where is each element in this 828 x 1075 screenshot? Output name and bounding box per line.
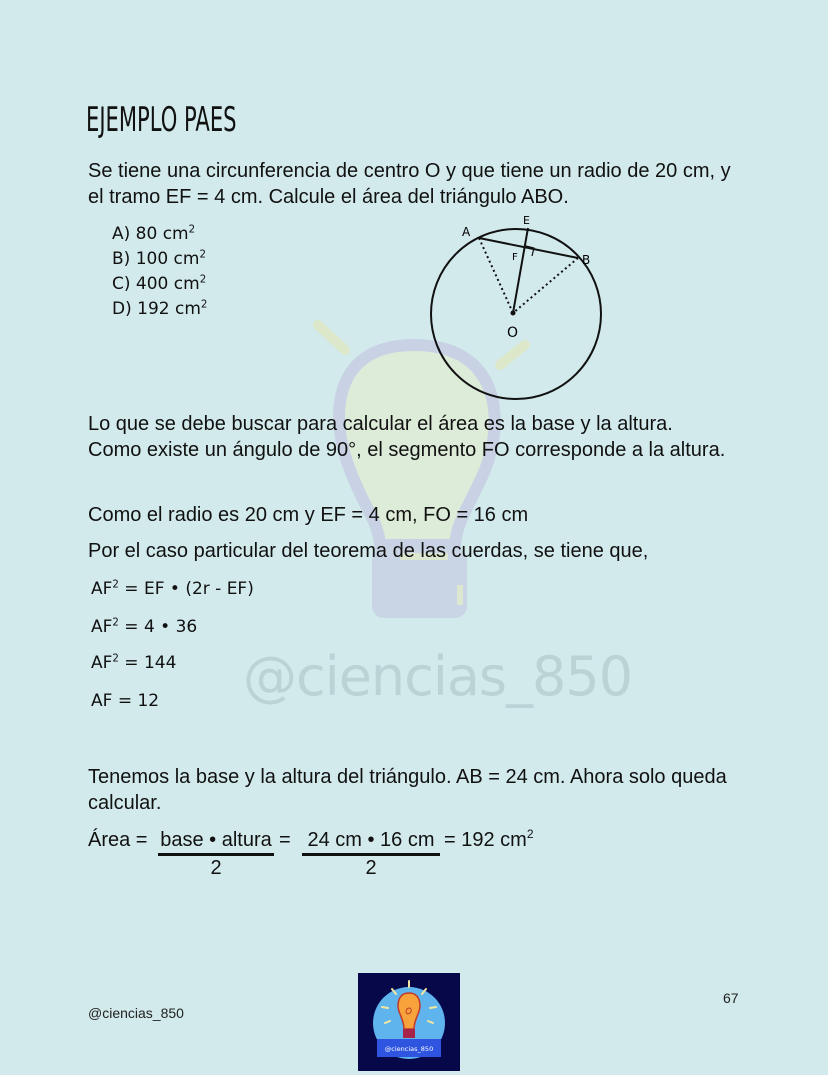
equation-4: AF = 12 xyxy=(91,691,160,711)
equation-3: $AF^2 = 144$ xyxy=(91,653,177,673)
explanation-paragraph-3: Por el caso particular del teorema de las cuerdas, se tiene que, xyxy=(88,540,649,562)
area-result: = 192 $cm^2$ xyxy=(444,827,534,851)
page-title: EJEMPLO PAES xyxy=(86,100,237,140)
label-a: A xyxy=(462,225,471,239)
problem-statement: Se tiene una circunferencia de centro O y que tiene un radio de 20 cm, y el tramo EF = 4 cm. Calcule el área del triángulo ABO. xyxy=(88,160,731,208)
explanation-paragraph-1: Lo que se debe buscar para calcular el área es la base y la altura. Como existe un ángulo de 90°, el segmento FO corresponde a la altura. xyxy=(88,413,726,461)
watermark-text: @ciencias_850 xyxy=(243,645,633,708)
explanation-paragraph-2: Como el radio es 20 cm y EF = 4 cm, FO = 16 cm xyxy=(88,504,529,526)
area-label: Área = xyxy=(88,829,148,851)
lightbulb-logo-icon xyxy=(358,973,460,1071)
equation-2: $AF^2 = 4$ • 36 xyxy=(91,617,198,637)
label-o: O xyxy=(507,325,519,341)
label-e: E xyxy=(523,214,530,227)
option-c: C) 400 $cm^2$ xyxy=(112,274,207,294)
explanation-paragraph-4: Tenemos la base y la altura del triángulo. AB = 24 cm. Ahora solo queda calcular. xyxy=(88,766,727,814)
option-a: A) 80 $cm^2$ xyxy=(112,224,196,244)
circle-diagram xyxy=(420,205,620,405)
equation-1: $AF^2$ = EF • (2r - EF) xyxy=(91,579,254,599)
option-d: D) 192 $cm^2$ xyxy=(112,299,208,319)
footer-handle: @ciencias_850 xyxy=(88,1005,184,1021)
page-number: 67 xyxy=(723,990,739,1006)
answer-options xyxy=(112,222,207,322)
logo-text: @ciencias_850 xyxy=(384,1045,434,1053)
fraction-base-altura: base • altura 2 xyxy=(158,829,274,880)
label-b: B xyxy=(582,253,591,267)
brand-logo xyxy=(358,973,460,1071)
option-b: B) 100 $cm^2$ xyxy=(112,249,206,269)
fraction-values: $\frac{24 cm • 16 cm}{2}$ xyxy=(302,829,440,880)
area-formula: Área = base • altura 2 = $\frac{24 cm • 16 cm}{2}$ = 192 $cm^2$ xyxy=(88,827,534,879)
label-f: F xyxy=(512,252,518,263)
